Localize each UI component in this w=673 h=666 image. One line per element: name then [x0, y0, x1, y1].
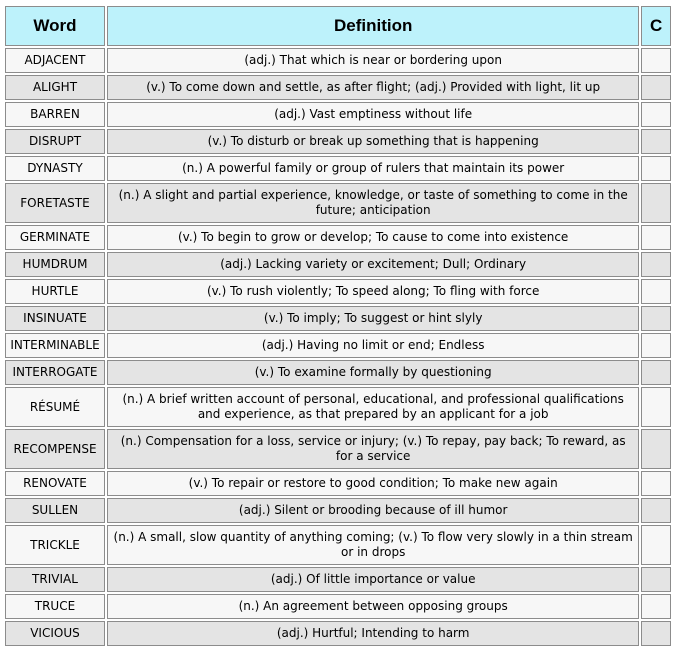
table-row: [5, 387, 671, 427]
word-cell: VICIOUS: [5, 621, 105, 646]
table-row: [5, 306, 671, 331]
extra-cell: [641, 252, 671, 277]
definition-cell: (v.) To imply; To suggest or hint slyly: [107, 306, 639, 331]
definition-cell: (n.) A brief written account of personal, educational, and professional qualifications and experience, as that prepared by an applicant for a job: [107, 387, 639, 427]
table-row: [5, 594, 671, 619]
table-row: [5, 183, 671, 223]
extra-cell: [641, 525, 671, 565]
definition-cell: (v.) To examine formally by questioning: [107, 360, 639, 385]
definition-cell: (v.) To begin to grow or develop; To cause to come into existence: [107, 225, 639, 250]
definition-cell: (v.) To repair or restore to good condition; To make new again: [107, 471, 639, 496]
extra-cell: [641, 387, 671, 427]
extra-cell: [641, 156, 671, 181]
table-row: [5, 156, 671, 181]
definition-cell: (adj.) Vast emptiness without life: [107, 102, 639, 127]
extra-cell: [641, 306, 671, 331]
extra-cell: [641, 102, 671, 127]
table-row: [5, 429, 671, 469]
word-cell: BARREN: [5, 102, 105, 127]
word-cell: FORETASTE: [5, 183, 105, 223]
definition-cell: (n.) A powerful family or group of rulers that maintain its power: [107, 156, 639, 181]
definition-cell: (adj.) That which is near or bordering upon: [107, 48, 639, 73]
extra-cell: [641, 225, 671, 250]
table-row: [5, 498, 671, 523]
word-cell: GERMINATE: [5, 225, 105, 250]
extra-cell: [641, 279, 671, 304]
vocabulary-table: [3, 4, 673, 648]
word-cell: HUMDRUM: [5, 252, 105, 277]
definition-cell: (adj.) Hurtful; Intending to harm: [107, 621, 639, 646]
table-row: [5, 129, 671, 154]
word-cell: INTERMINABLE: [5, 333, 105, 358]
definition-cell: (v.) To come down and settle, as after flight; (adj.) Provided with light, lit up: [107, 75, 639, 100]
table-row: [5, 360, 671, 385]
table-row: [5, 471, 671, 496]
extra-cell: [641, 48, 671, 73]
definition-cell: (v.) To disturb or break up something that is happening: [107, 129, 639, 154]
table-row: [5, 48, 671, 73]
word-cell: RENOVATE: [5, 471, 105, 496]
word-cell: ADJACENT: [5, 48, 105, 73]
header-row: [5, 6, 671, 46]
table-row: [5, 279, 671, 304]
extra-cell: [641, 333, 671, 358]
table-row: [5, 225, 671, 250]
table-row: [5, 75, 671, 100]
definition-cell: (n.) An agreement between opposing groups: [107, 594, 639, 619]
extra-cell: [641, 567, 671, 592]
extra-cell: [641, 360, 671, 385]
definition-cell: (n.) Compensation for a loss, service or injury; (v.) To repay, pay back; To reward, as for a service: [107, 429, 639, 469]
definition-cell: (adj.) Having no limit or end; Endless: [107, 333, 639, 358]
word-cell: ALIGHT: [5, 75, 105, 100]
definition-cell: (adj.) Of little importance or value: [107, 567, 639, 592]
definition-cell: (adj.) Silent or brooding because of ill humor: [107, 498, 639, 523]
word-cell: TRUCE: [5, 594, 105, 619]
extra-cell: [641, 183, 671, 223]
word-cell: HURTLE: [5, 279, 105, 304]
definition-cell: (adj.) Lacking variety or excitement; Dull; Ordinary: [107, 252, 639, 277]
extra-cell: [641, 498, 671, 523]
extra-cell: [641, 129, 671, 154]
table-row: [5, 102, 671, 127]
table-row: [5, 567, 671, 592]
table-row: [5, 333, 671, 358]
header-word: Word: [5, 6, 105, 46]
extra-cell: [641, 594, 671, 619]
table-row: [5, 525, 671, 565]
word-cell: TRIVIAL: [5, 567, 105, 592]
extra-cell: [641, 471, 671, 496]
table-row: [5, 621, 671, 646]
word-cell: INTERROGATE: [5, 360, 105, 385]
word-cell: DYNASTY: [5, 156, 105, 181]
extra-cell: [641, 429, 671, 469]
extra-cell: [641, 75, 671, 100]
definition-cell: (n.) A small, slow quantity of anything coming; (v.) To flow very slowly in a thin stream or in drops: [107, 525, 639, 565]
extra-cell: [641, 621, 671, 646]
word-cell: TRICKLE: [5, 525, 105, 565]
header-extra-column: C: [641, 6, 671, 46]
word-cell: RÉSUMÉ: [5, 387, 105, 427]
definition-cell: (v.) To rush violently; To speed along; To fling with force: [107, 279, 639, 304]
word-cell: RECOMPENSE: [5, 429, 105, 469]
word-cell: DISRUPT: [5, 129, 105, 154]
table-row: [5, 252, 671, 277]
definition-cell: (n.) A slight and partial experience, knowledge, or taste of something to come in the future; anticipation: [107, 183, 639, 223]
header-definition: Definition: [107, 6, 639, 46]
word-cell: INSINUATE: [5, 306, 105, 331]
word-cell: SULLEN: [5, 498, 105, 523]
